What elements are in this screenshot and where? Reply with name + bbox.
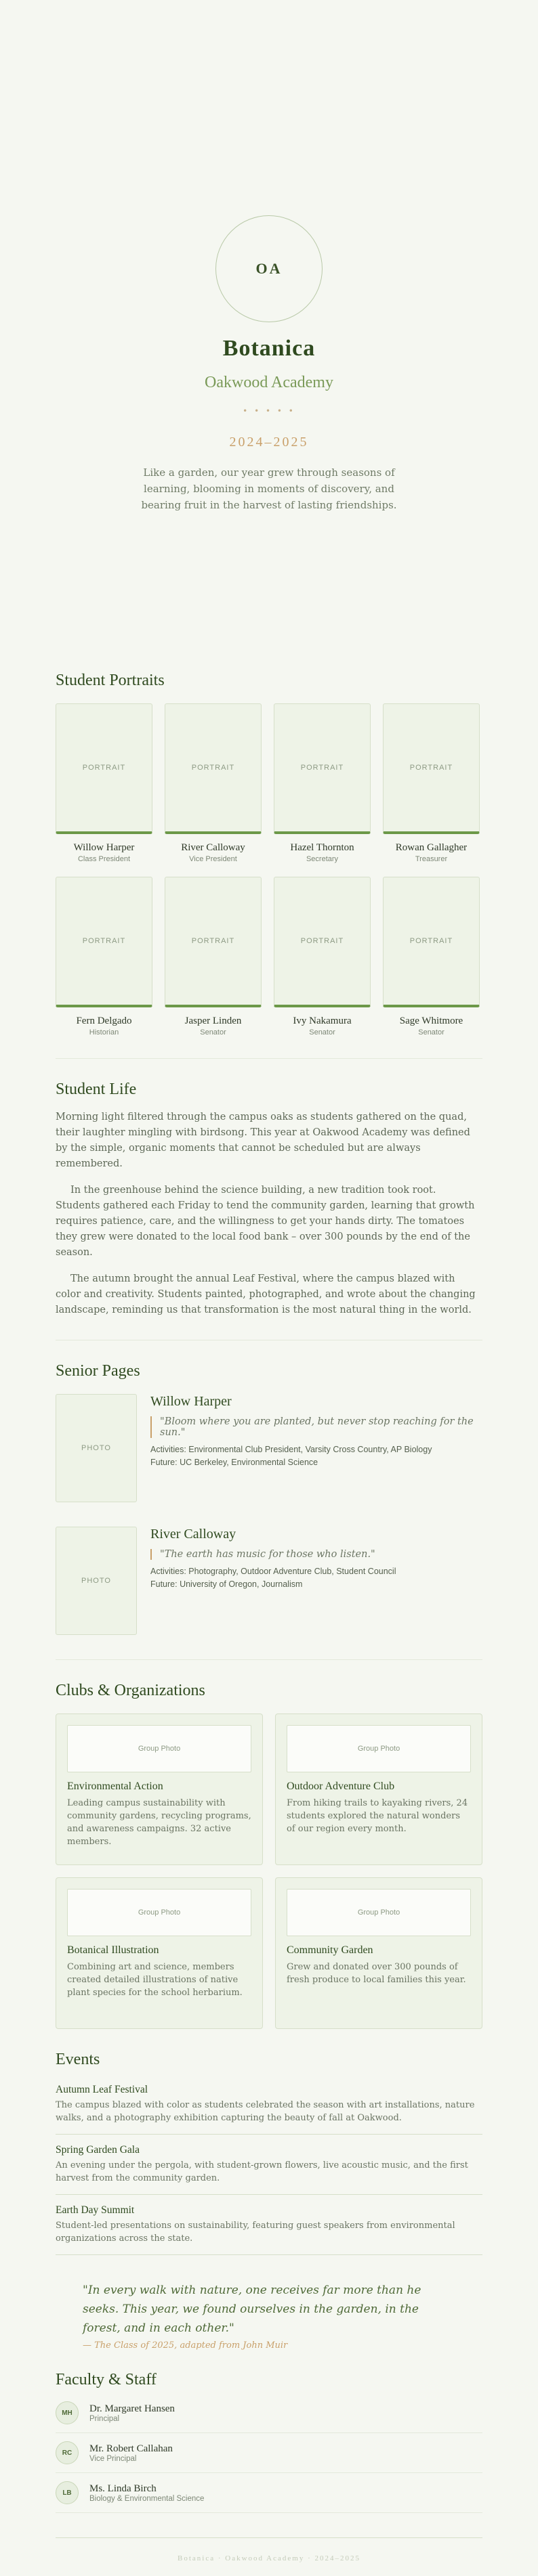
senior-name: River Calloway [150,1527,236,1542]
senior-entry [56,1394,482,1502]
event-name: Autumn Leaf Festival [56,2084,148,2095]
decorative-dots: • • • • • [243,406,295,416]
section-heading: Events [56,2051,100,2068]
senior-details [150,1394,482,1502]
portrait-name: Rowan Gallagher [395,842,468,853]
portrait-role: Secretary [306,855,339,863]
event-description: The campus blazed with color as students celebrated the season with art installations, nature walks, and a photography exhibition capturing the beauty of fall at Oakwood. [56,2100,475,2123]
cover-school: Oakwood Academy [205,374,333,391]
quote-attribution: — The Class of 2025, adapted from John Muir [83,2340,288,2351]
clubs-section [0,1660,538,2029]
paragraph: The autumn brought the annual Leaf Festival, where the campus blazed with color and creativity. Students painted, photographed, and wrote about the changing landscape, reminding us that transformation is the most natural thing in the world. [56,1273,476,1315]
portrait-placeholder: PORTRAIT [383,703,480,834]
paragraph: In the greenhouse behind the science building, a new tradition took root. Students gathered each Friday to tend the community garden, learning that growth requires patience, care, and the willingness to get your hands dirty. The tomatoes they grew were donated to the local food bank – over 300 pounds by the end of the season. [56,1185,475,1258]
club-description: Leading campus sustainability with community gardens, recycling programs, and awareness campaigns. 32 active members. [67,1798,251,1847]
club-name: Outdoor Adventure Club [287,1781,395,1792]
portrait-name: Fern Delgado [76,1016,132,1026]
senior-entry [56,1527,482,1635]
section-heading: Senior Pages [56,1362,140,1380]
cover-description: Like a garden, our year grew through seasons of learning, blooming in moments of discovery, and bearing fruit in the harvest of lasting friendships. [141,466,397,511]
event-name: Earth Day Summit [56,2204,135,2216]
portrait-card [165,703,262,863]
staff-info [89,2443,173,2463]
portrait-card [274,877,371,1036]
event-item [56,2195,482,2255]
group-photo-placeholder: Group Photo [67,1889,251,1936]
staff-name: Ms. Linda Birch [89,2483,157,2494]
group-photo-placeholder: Group Photo [287,1889,471,1936]
quote-text: "In every walk with nature, one receives far more than he seeks. This year, we found ourselves in the garden, in the forest, and in each other." [83,2284,421,2335]
senior-quote: "Bloom where you are planted, but never stop reaching for the sun." [150,1416,482,1438]
portrait-role: Treasurer [415,855,448,863]
portraits-grid [56,703,482,1036]
club-description: Combining art and science, members created detailed illustrations of native plant species for the school herbarium. [67,1962,243,1998]
photo-placeholder: PHOTO [56,1394,137,1502]
portrait-role: Vice President [189,855,237,863]
staff-name: Dr. Margaret Hansen [89,2403,175,2414]
portrait-role: Historian [89,1028,119,1036]
senior-quote: "The earth has music for those who listen." [150,1549,396,1560]
photo-placeholder: PHOTO [56,1527,137,1635]
senior-future: Future: University of Oregon, Journalism [150,1579,303,1589]
student-life-section [0,1059,538,1318]
portrait-name: Ivy Nakamura [293,1016,352,1026]
club-name: Botanical Illustration [67,1944,159,1956]
cover-year: 2024–2025 [229,435,309,450]
portrait-card [383,877,480,1036]
club-name: Community Garden [287,1944,373,1956]
portrait-card [274,703,371,863]
staff-info [89,2483,204,2503]
portrait-name: Willow Harper [73,842,135,853]
cover-title: Botanica [222,336,316,361]
staff-role: Principal [89,2414,120,2423]
portrait-placeholder: PORTRAIT [165,877,262,1007]
staff-item [56,2393,482,2433]
senior-pages-section [0,1340,538,1635]
portrait-role: Class President [77,855,131,863]
section-heading: Faculty & Staff [56,2371,157,2388]
staff-role: Biology & Environmental Science [89,2494,205,2503]
club-card [56,1877,263,2029]
portrait-placeholder: PORTRAIT [56,703,152,834]
section-heading: Clubs & Organizations [56,1682,205,1699]
footer: Botanica · Oakwood Academy · 2024–2025 [56,2537,482,2562]
portrait-card [56,877,152,1036]
event-description: An evening under the pergola, with student-grown flowers, live acoustic music, and the first harvest from the community garden. [56,2160,468,2183]
portrait-role: Senator [309,1028,335,1036]
avatar: RC [56,2441,79,2464]
staff-info [89,2403,175,2423]
portrait-card [56,703,152,863]
portrait-name: Jasper Linden [184,1016,242,1026]
clubs-grid [56,1713,482,2029]
club-card [275,1877,482,2029]
portrait-name: Hazel Thornton [290,842,354,853]
portrait-card [165,877,262,1036]
staff-name: Mr. Robert Callahan [89,2443,173,2454]
portrait-card [383,703,480,863]
portrait-placeholder: PORTRAIT [56,877,152,1007]
event-item [56,2074,482,2135]
group-photo-placeholder: Group Photo [67,1725,251,1772]
portrait-name: Sage Whitmore [399,1016,463,1026]
senior-future: Future: UC Berkeley, Environmental Science [150,1458,318,1467]
portrait-placeholder: PORTRAIT [165,703,262,834]
senior-activities: Activities: Photography, Outdoor Adventure Club, Student Council [150,1567,396,1576]
staff-role: Vice Principal [89,2454,137,2463]
events-section [0,2029,538,2255]
club-name: Environmental Action [67,1781,163,1792]
club-card [275,1713,482,1865]
club-description: Grew and donated over 300 pounds of fresh produce to local families this year. [287,1962,466,1985]
portrait-role: Senator [418,1028,444,1036]
event-item [56,2135,482,2195]
faculty-section [0,2351,538,2513]
paragraph: Morning light filtered through the campus oaks as students gathered on the quad, their laughter mingling with birdsong. This year at Oakwood Academy was defined by the simple, organic moments that cannot be scheduled but are always remembered. [56,1112,470,1169]
senior-activities: Activities: Environmental Club President, Varsity Cross Country, AP Biology [150,1445,432,1454]
portrait-placeholder: PORTRAIT [383,877,480,1007]
section-heading: Student Life [56,1080,137,1098]
portraits-section [0,650,538,1036]
event-name: Spring Garden Gala [56,2144,140,2156]
monogram: OA [215,215,323,322]
staff-item [56,2473,482,2513]
staff-item [56,2433,482,2473]
event-description: Student-led presentations on sustainability, featuring guest speakers from environmental organizations across the state. [56,2221,455,2244]
senior-name: Willow Harper [150,1394,232,1409]
cover [0,0,538,650]
avatar: MH [56,2401,79,2424]
portrait-name: River Calloway [181,842,245,853]
portrait-placeholder: PORTRAIT [274,703,371,834]
group-photo-placeholder: Group Photo [287,1725,471,1772]
club-description: From hiking trails to kayaking rivers, 24 students explored the natural wonders of our region every month. [287,1798,468,1834]
closing-quote [0,2255,538,2351]
section-heading: Student Portraits [56,672,165,689]
portrait-placeholder: PORTRAIT [274,877,371,1007]
avatar: LB [56,2481,79,2504]
portrait-role: Senator [200,1028,226,1036]
club-card [56,1713,263,1865]
senior-details [150,1527,396,1635]
